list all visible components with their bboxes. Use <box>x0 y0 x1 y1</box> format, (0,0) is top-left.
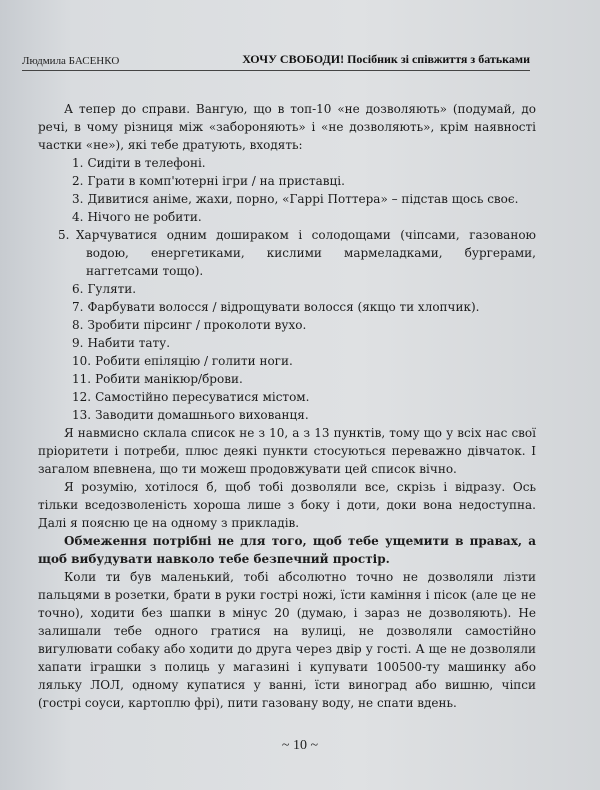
list-item: 2. Грати в комп'ютерні ігри / на приставці. <box>72 174 345 188</box>
list-item: 4. Нічого не робити. <box>72 210 202 224</box>
header-author: Людмила БАСЕНКО <box>22 55 120 67</box>
list-item: 5. Харчуватися одним дошираком і солодощами (чіпсами, газованою водою, енергетиками, кислими мармеладками, бургерами, наггетсами тощо). <box>58 228 536 278</box>
header-title: ХОЧУ СВОБОДИ! Посібник зі співжиття з батьками <box>242 52 530 66</box>
list-item: 10. Робити епіляцію / голити ноги. <box>72 354 293 368</box>
intro-paragraph: А тепер до справи. Вангую, що в топ-10 «не дозволяють» (подумай, до речі, в чому різниця між «забороняють» і «не дозволяють», крім наявності частки «не»), які тебе дратують, входять: <box>38 102 536 152</box>
list-item: 13. Заводити домашнього вихованця. <box>72 408 309 422</box>
list-item: 9. Набити тату. <box>72 336 171 350</box>
prohibitions-list <box>38 154 536 424</box>
list-item: 6. Гуляти. <box>72 282 137 296</box>
list-item: 12. Самостійно пересуватися містом. <box>72 390 310 404</box>
list-item: 11. Робити манікюр/брови. <box>72 372 243 386</box>
paragraph: Я навмисно склала список не з 10, а з 13 пунктів, тому що у всіх нас свої пріоритети і потреби, плюс деякі пункти стосуються переважно дівчаток. І загалом впевнена, що ти можеш продовжувати цей список вічно. <box>38 426 536 476</box>
page-number: ~ 10 ~ <box>281 738 319 753</box>
page-body <box>38 100 536 712</box>
list-item: 7. Фарбувати волосся / відрощувати волосся (якщо ти хлопчик). <box>72 300 480 314</box>
paragraph: Я розумію, хотілося б, щоб тобі дозволяли все, скрізь і відразу. Ось тільки вседозволеність хороша лише з боку і доти, доки вона недоступна. Далі я поясню це на одному з прикладів. <box>38 480 536 530</box>
paragraph: Коли ти був маленький, тобі абсолютно точно не дозволяли лізти пальцями в розетки, брати в руки гострі ножі, їсти каміння і пісок (але це не точно), ходити без шапки в мінус 20 (думаю, і зараз не дозволяють). Не залишали тебе одного гратися на вулиці, не дозволяли самостійно вигулювати собаку або ходити до друга через двір у гості. А ще не дозволяли хапати іграшки з полиць у магазині і купувати 100500-ту машинку або ляльку ЛОЛ, одному купатися у ванні, їсти виноград або вишню, чіпси (гострі соуси, картоплю фрі), пити газовану воду, не спати вдень. <box>38 570 536 710</box>
list-item: 3. Дивитися аніме, жахи, порно, «Гаррі Поттера» – підстав щось своє. <box>72 192 519 206</box>
bold-paragraph: Обмеження потрібні не для того, щоб тебе ущемити в правах, а щоб вибудувати навколо тебе безпечний простір. <box>38 534 536 566</box>
running-header <box>22 46 530 71</box>
list-item: 8. Зробити пірсинг / проколоти вухо. <box>72 318 307 332</box>
list-item: 1. Сидіти в телефоні. <box>72 156 206 170</box>
